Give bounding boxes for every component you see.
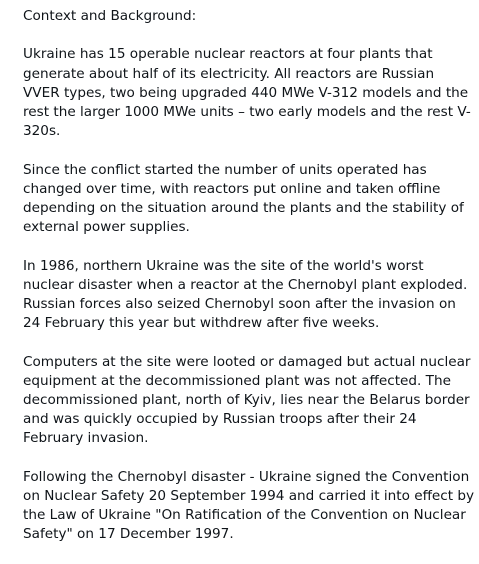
paragraph-chernobyl-1986: In 1986, northern Ukraine was the site of the world's worst nuclear disaster when a reactor at the Chernobyl plant exploded. Russian forces also seized Chernobyl soon after the invasion on 24 February this year but withdrew after five weeks.	[23, 257, 468, 332]
paragraph-conflict: Since the conflict started the number of units operated has changed over time, with reactors put online and taken offline depending on the situation around the plants and the stability of external power supplies.	[23, 161, 464, 236]
paragraph-reactors: Ukraine has 15 operable nuclear reactors at four plants that generate about half of its electricity. All reactors are Russian VVER types, two being upgraded 440 MWe V-312 models and the rest the larger 1000 MWe units – two early models and the rest V-320s.	[23, 46, 471, 140]
paragraph-site-damage: Computers at the site were looted or damaged but actual nuclear equipment at the decommissioned plant was not affected. The decommissioned plant, north of Kyiv, lies near the Belarus border and was quickly occupied by Russian troops after their 24 February invasion.	[23, 353, 471, 447]
section-heading: Context and Background:	[23, 8, 197, 24]
post-body	[23, 7, 475, 564]
paragraph-convention: Following the Chernobyl disaster - Ukraine signed the Convention on Nuclear Safety 20 September 1994 and carried it into effect by the Law of Ukraine "On Ratification of the Convention on Nuclear Safety" on 17 December 1997.	[23, 468, 475, 543]
